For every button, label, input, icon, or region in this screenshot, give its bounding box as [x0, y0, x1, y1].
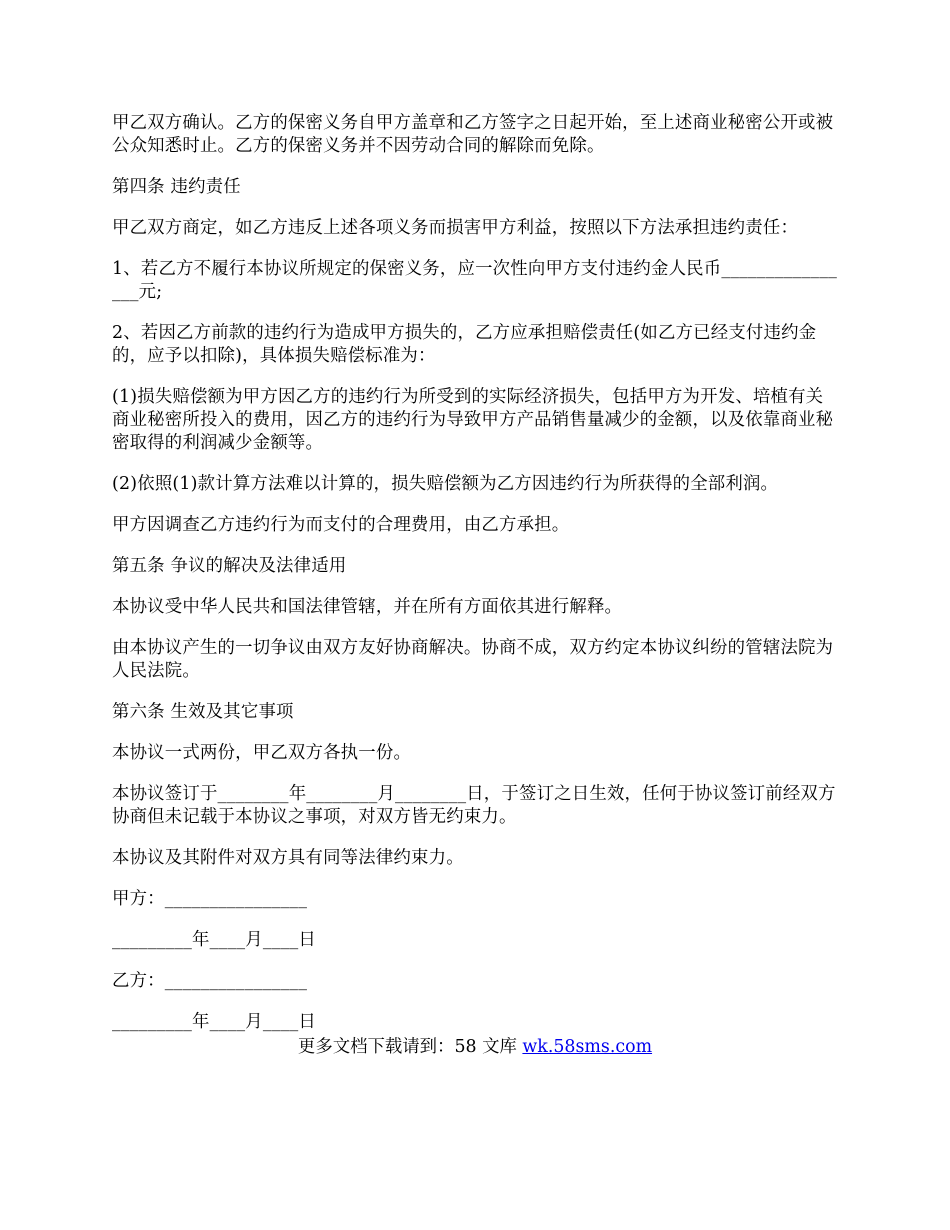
paragraph-clause-1-penalty: 1、若乙方不履行本协议所规定的保密义务，应一次性向甲方支付违约金人民币________________元; [112, 259, 837, 302]
paragraph-clause-2-compensation: 2、若因乙方前款的违约行为造成甲方损失的，乙方应承担赔偿责任(如乙方已经支付违约金的，应予以扣除)，具体损失赔偿标准为： [112, 323, 817, 366]
heading-article-4: 第四条 违约责任 [112, 177, 241, 197]
signature-party-b: 乙方：________________ [112, 971, 308, 991]
date-party-a: _________年____月____日 [112, 930, 316, 950]
paragraph-investigation-costs: 甲方因调查乙方违约行为而支付的合理费用，由乙方承担。 [112, 515, 570, 535]
paragraph-subclause-1: (1)损失赔偿额为甲方因乙方的违约行为所受到的实际经济损失，包括甲方为开发、培植有关商业秘密所投入的费用，因乙方的违约行为导致甲方产品销售量减少的金额，以及依靠商业秘密取得的利润减少金额等。 [112, 387, 834, 453]
paragraph-subclause-2: (2)依照(1)款计算方法难以计算的，损失赔偿额为乙方因违约行为所获得的全部利润。 [112, 474, 779, 494]
document-body [112, 112, 840, 1052]
paragraph-signing-date: 本协议签订于________年________月________日，于签订之日生效，任何于协议签订前经双方协商但未记载于本协议之事项，对双方皆无约束力。 [112, 784, 836, 827]
paragraph-confidentiality-term: 甲乙双方确认。乙方的保密义务自甲方盖章和乙方签字之日起开始，至上述商业秘密公开或被公众知悉时止。乙方的保密义务并不因劳动合同的解除而免除。 [112, 113, 834, 156]
paragraph-copies: 本协议一式两份，甲乙双方各执一份。 [112, 743, 412, 763]
paragraph-breach-liability: 甲乙双方商定，如乙方违反上述各项义务而损害甲方利益，按照以下方法承担违约责任： [112, 218, 799, 238]
heading-article-5: 第五条 争议的解决及法律适用 [112, 556, 347, 576]
paragraph-attachments: 本协议及其附件对双方具有同等法律约束力。 [112, 848, 464, 868]
date-party-b: _________年____月____日 [112, 1012, 316, 1032]
footer-link[interactable]: wk.58sms.com [522, 1037, 653, 1057]
heading-article-6: 第六条 生效及其它事项 [112, 702, 294, 722]
footer-prefix: 更多文档下载请到：58 文库 [297, 1037, 523, 1057]
footer [0, 1036, 950, 1059]
paragraph-governing-law: 本协议受中华人民共和国法律管辖，并在所有方面依其进行解释。 [112, 597, 623, 617]
paragraph-dispute-resolution: 由本协议产生的一切争议由双方友好协商解决。协商不成，双方约定本协议纠纷的管辖法院为人民法院。 [112, 638, 834, 681]
signature-party-a: 甲方：________________ [112, 889, 308, 909]
